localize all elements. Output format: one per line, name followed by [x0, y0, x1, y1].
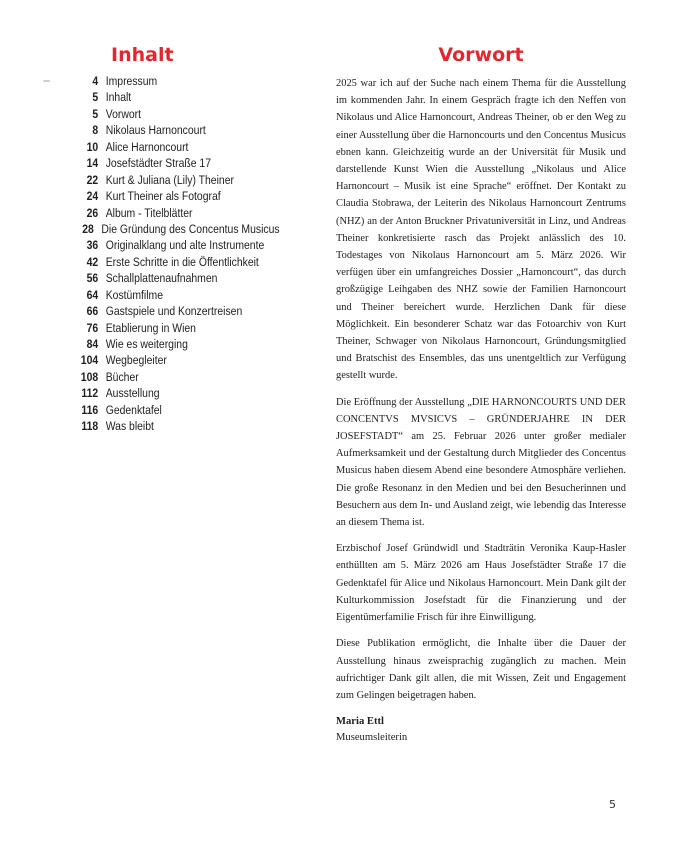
- toc-page-number: 84: [86, 337, 99, 351]
- toc-item: [78, 337, 280, 353]
- toc-item: [78, 419, 280, 435]
- toc-title: Inhalt: [105, 90, 132, 105]
- toc-title: Vorwort: [105, 106, 142, 121]
- page-number: 5: [609, 798, 616, 811]
- toc-item: [78, 271, 280, 287]
- toc-page-number: 104: [80, 353, 99, 368]
- toc-title: Wegbegleiter: [105, 353, 167, 368]
- toc-list: [78, 74, 318, 436]
- toc-page-number: 26: [86, 205, 99, 220]
- toc-item: [78, 206, 280, 222]
- toc-item: [78, 140, 280, 156]
- foreword-paragraph: 2025 war ich auf der Suche nach einem Thema für die Ausstellung im kommenden Jahr. In einem Gespräch fragte ich den Neffen von Nikolaus und Alice Harnoncourt, Andreas Theiner, ob er den Weg zu einer Ausstellung über die Harnoncourts und den Concentus Musicus ebnen kann. Gleichzeitig wurde an der Universität für Musik und darstellende Kunst Wien die Ausstellung „Nikolaus und Alice Harnoncourt – Musik ist eine Sprache“ eröffnet. Der Kontakt zu Claudia Stobrawa, der Leiterin des Nikolaus Harnoncourt Zentrums (NHZ) an der Anton Bruckner Privatuniversität in Linz, und Andreas Theiner konkretisierte rasch das Projekt anlässlich des 10. Todestages von Nikolaus Harnoncourt am 5. März 2026. Wir verfügen über ein umfangreiches Dossier „Harnoncourt“, das durch großzügige Leihgaben des NHZ sowie der Familien Harnoncourt und Theiner bereichert wurde. Herzlichen Dank für diese Möglichkeit. Ein besonderer Schatz war das Fotoarchiv von Kurt Theiner, Schwager von Nikolaus Harnoncourt, Gründungsmitglied und Bratschist des Ensembles, das uns unentgeltlich zur Verfügung gestellt wurde.: [336, 78, 626, 382]
- toc-page-number: 42: [86, 254, 99, 269]
- toc-page-number: 76: [86, 320, 99, 335]
- table-of-contents: [78, 44, 318, 436]
- toc-title: Wie es weiterging: [105, 337, 188, 351]
- toc-page-number: 112: [81, 386, 99, 401]
- toc-title: Album - Titelblätter: [105, 205, 193, 220]
- toc-item: [78, 386, 280, 402]
- toc-item: [78, 321, 280, 337]
- toc-page-number: 10: [86, 139, 99, 154]
- toc-page-number: 5: [92, 106, 99, 121]
- foreword-paragraph: Erzbischof Josef Gründwidl und Stadträtin Veronika Kaup-Hasler enthüllten am 5. März 2026 am Haus Josefstädter Straße 17 die Gedenktafel für Alice und Nikolaus Harnoncourt. Mein Dank gilt der Kulturkommission Josefstadt für die Finanzierung und der Eigentümerfamilie Frisch für ihre Einwilligung.: [336, 543, 626, 624]
- toc-item: [78, 74, 280, 90]
- toc-title: Gastspiele und Konzertreisen: [105, 304, 243, 319]
- toc-item: [78, 156, 280, 172]
- toc-title: Originalklang und alte Instrumente: [105, 238, 265, 253]
- toc-title: Nikolaus Harnoncourt: [105, 123, 206, 138]
- toc-title: Etablierung in Wien: [105, 320, 196, 335]
- toc-item: [78, 304, 280, 320]
- toc-title: Impressum: [105, 74, 158, 88]
- foreword-heading: Vorwort: [438, 44, 524, 66]
- signature-name: Maria Ettl: [336, 716, 384, 728]
- toc-page-number: 64: [86, 287, 99, 302]
- toc-item: [78, 189, 280, 205]
- toc-title: Bücher: [105, 369, 139, 384]
- toc-title: Gedenktafel: [105, 402, 162, 417]
- foreword: [336, 44, 626, 745]
- toc-item: [78, 222, 280, 238]
- toc-item: [78, 123, 280, 139]
- foreword-paragraph: Diese Publikation ermöglicht, die Inhalte über die Dauer der Ausstellung hinaus zweisprachig zugänglich zu machen. Mein aufrichtiger Dank gilt allen, die mit Wissen, Zeit und Engagement zum Gelingen beigetragen haben.: [336, 638, 626, 701]
- toc-item: [78, 353, 280, 369]
- toc-page-number: 36: [86, 238, 99, 253]
- foreword-paragraph: Die Eröffnung der Ausstellung „DIE HARNONCOURTS UND DER CONCENTVS MVSICVS – GRÜNDERJAHRE IN DER JOSEFSTADT“ am 25. Februar 2026 unter großer medialer Aufmerksamkeit und der Gestaltung durch Mitglieder des Concentus Musicus haben diesem Abend eine besondere Atmosphäre verliehen. Die große Resonanz in den Medien und bei den Besucherinnen und Besuchern aus dem In- und Ausland zeigt, wie lebendig das Interesse an diesem Thema ist.: [336, 396, 626, 529]
- toc-title: Kurt & Juliana (Lily) Theiner: [105, 172, 234, 187]
- toc-heading: Inhalt: [111, 44, 174, 66]
- toc-item: [78, 238, 280, 254]
- toc-page-number: 5: [92, 90, 99, 105]
- toc-page-number: 56: [86, 271, 99, 286]
- toc-title: Kostümfilme: [105, 287, 163, 302]
- toc-page-number: 4: [92, 74, 99, 88]
- foreword-body: [336, 75, 626, 704]
- toc-title: Alice Harnoncourt: [105, 139, 189, 154]
- toc-page-number: 66: [86, 304, 99, 319]
- toc-title: Die Gründung des Concentus Musicus: [101, 221, 280, 236]
- toc-item: [78, 107, 280, 123]
- toc-page-number: 118: [81, 419, 99, 434]
- toc-title: Schallplattenaufnahmen: [105, 271, 218, 286]
- toc-title: Kurt Theiner als Fotograf: [105, 189, 221, 204]
- toc-item: [78, 403, 280, 419]
- toc-title: Erste Schritte in die Öffentlichkeit: [105, 254, 259, 269]
- toc-page-number: 14: [86, 156, 99, 171]
- toc-item: [78, 370, 280, 386]
- toc-page-number: 108: [80, 369, 99, 384]
- toc-page-number: 22: [86, 172, 99, 187]
- toc-page-number: 8: [92, 123, 99, 138]
- signature-role: Museumsleiterin: [336, 732, 408, 744]
- toc-page-number: 116: [81, 402, 99, 417]
- toc-item: [78, 90, 280, 106]
- margin-mark: [43, 80, 50, 82]
- toc-page-number: 24: [86, 189, 99, 204]
- toc-title: Ausstellung: [105, 386, 160, 401]
- toc-item: [78, 255, 280, 271]
- toc-page-number: 28: [82, 221, 94, 236]
- toc-title: Josefstädter Straße 17: [105, 156, 212, 171]
- toc-title: Was bleibt: [105, 419, 154, 434]
- toc-item: [78, 173, 280, 189]
- toc-item: [78, 288, 280, 304]
